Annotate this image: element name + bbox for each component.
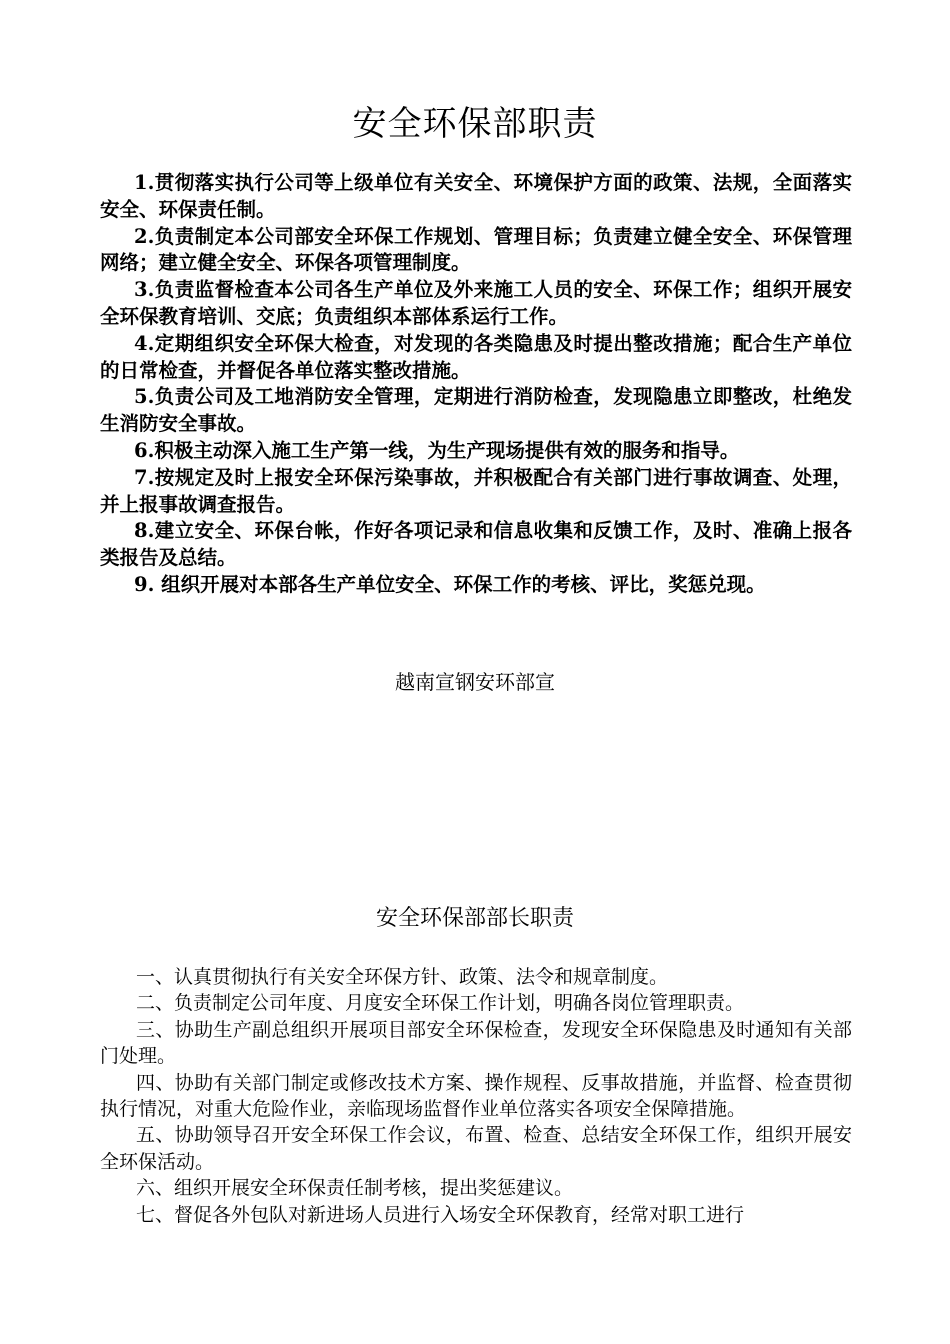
section-title-director-duties: 安全环保部部长职责 bbox=[375, 906, 574, 931]
director-duty-item-6: 六、组织开展安全环保责任制考核，提出奖惩建议。 bbox=[136, 1177, 574, 1200]
duty-item-8: 8.建立安全、环保台帐，作好各项记录和信息收集和反馈工作，及时、准确上报各类报告及总结。 bbox=[100, 519, 852, 570]
department-duties-list bbox=[100, 170, 852, 599]
duty-item-2: 2.负责制定本公司部安全环保工作规划、管理目标；负责建立健全安全、环保管理网络；建立健全安全、环保各项管理制度。 bbox=[100, 224, 852, 275]
director-duty-item-1: 一、认真贯彻执行有关安全环保方针、政策、法令和规章制度。 bbox=[136, 966, 669, 988]
duty-item-9: 9. 组织开展对本部各生产单位安全、环保工作的考核、评比，奖惩兑现。 bbox=[134, 572, 766, 596]
director-duty-item-2: 二、负责制定公司年度、月度安全环保工作计划，明确各岗位管理职责。 bbox=[136, 992, 745, 1015]
document-title: 安全环保部职责 bbox=[352, 104, 598, 144]
duty-item-6: 6.积极主动深入施工生产第一线，为生产现场提供有效的服务和指导。 bbox=[134, 438, 740, 462]
director-duty-item-7: 七、督促各外包队对新进场人员进行入场安全环保教育，经常对职工进行 bbox=[136, 1203, 745, 1226]
duty-item-5: 5.负责公司及工地消防安全管理，定期进行消防检查，发现隐患立即整改，杜绝发生消防安全事故。 bbox=[100, 385, 852, 436]
duty-item-4: 4.定期组织安全环保大检查，对发现的各类隐患及时提出整改措施；配合生产单位的日常检查，并督促各单位落实整改措施。 bbox=[100, 331, 852, 382]
duty-item-1: 1.贯彻落实执行公司等上级单位有关安全、环境保护方面的政策、法规，全面落实安全、环保责任制。 bbox=[100, 171, 852, 221]
director-duty-item-5: 五、协助领导召开安全环保工作会议，布置、检查、总结安全环保工作，组织开展安全环保活动。 bbox=[100, 1124, 852, 1173]
duty-item-3: 3.负责监督检查本公司各生产单位及外来施工人员的安全、环保工作；组织开展安全环保教育培训、交底；负责组织本部体系运行工作。 bbox=[100, 278, 852, 328]
director-duty-item-4: 四、协助有关部门制定或修改技术方案、操作规程、反事故措施，并监督、检查贯彻执行情况，对重大危险作业，亲临现场监督作业单位落实各项安全保障措施。 bbox=[100, 1071, 852, 1121]
director-duty-item-3: 三、协助生产副总组织开展项目部安全环保检查，发现安全环保隐患及时通知有关部门处理。 bbox=[100, 1018, 852, 1068]
director-duties-list bbox=[100, 964, 852, 1228]
duty-item-7: 7.按规定及时上报安全环保污染事故，并积极配合有关部门进行事故调查、处理，并上报事故调查报告。 bbox=[100, 465, 852, 516]
issuer-signature: 越南宣钢安环部宣 bbox=[395, 670, 555, 694]
